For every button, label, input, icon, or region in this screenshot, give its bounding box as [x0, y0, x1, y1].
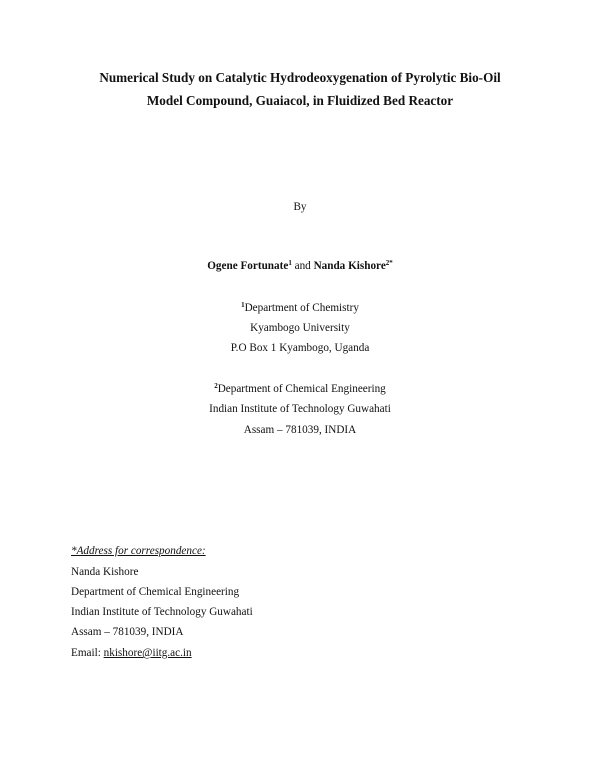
author-2-name: Nanda Kishore	[313, 260, 386, 272]
email-link[interactable]: nkishore@iitg.ac.in	[103, 647, 192, 659]
author-2-superscript: 2*	[385, 259, 393, 267]
correspondence-heading: *Address for correspondence:	[71, 545, 206, 557]
correspondence-name: Nanda Kishore	[71, 566, 139, 578]
author-line	[0, 256, 600, 276]
correspondence-address: Assam – 781039, INDIA	[71, 626, 184, 638]
affiliation-1-department-text: Department of Chemistry	[244, 302, 359, 314]
paper-title-line-2: Model Compound, Guaiacol, in Fluidized Bed Reactor	[146, 93, 454, 108]
paper-title-line-1: Numerical Study on Catalytic Hydrodeoxygenation of Pyrolytic Bio-Oil	[99, 70, 501, 85]
correspondence-institution: Indian Institute of Technology Guwahati	[71, 606, 253, 618]
affiliation-1-institution: Kyambogo University	[250, 322, 350, 334]
email-label: Email:	[71, 647, 104, 659]
author-1-superscript: 1	[288, 259, 292, 267]
author-1-name: Ogene Fortunate	[207, 260, 289, 272]
correspondence-email-line	[71, 643, 192, 663]
correspondence-department: Department of Chemical Engineering	[71, 586, 240, 598]
by-label: By	[293, 201, 307, 213]
affiliation-1-department	[0, 298, 600, 318]
author-conjunction: and	[291, 260, 314, 272]
affiliation-2-department-text: Department of Chemical Engineering	[217, 383, 386, 395]
affiliation-2-superscript: 2	[214, 382, 218, 390]
affiliation-2-address: Assam – 781039, INDIA	[243, 424, 357, 436]
affiliation-1-superscript: 1	[241, 301, 245, 309]
affiliation-2-department	[0, 379, 600, 399]
affiliation-2-institution: Indian Institute of Technology Guwahati	[209, 403, 391, 415]
affiliation-1-address: P.O Box 1 Kyambogo, Uganda	[230, 342, 370, 354]
